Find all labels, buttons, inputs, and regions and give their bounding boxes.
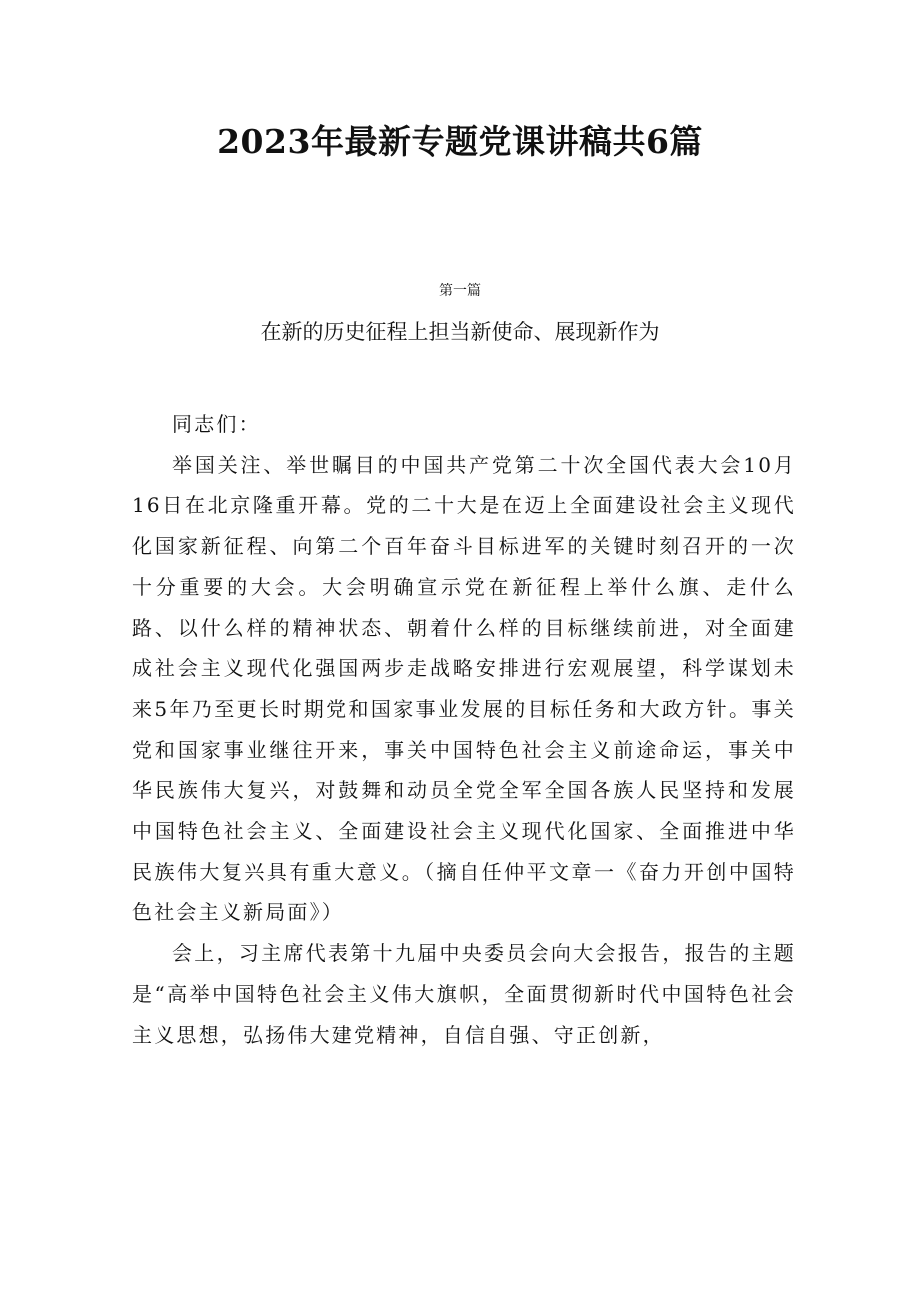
part-label: 第一篇 — [439, 283, 481, 299]
paragraph-2: 会上，习主席代表第十九届中央委员会向大会报告，报告的主题是“高举中国特色社会主义伟大旗帜，全面贯彻新时代中国特色社会主义思想，弘扬伟大建党精神，自信自强、守正创新， — [132, 941, 796, 1047]
paragraph-1: 举国关注、举世瞩目的中国共产党第二十次全国代表大会10月16日在北京隆重开幕。党的二十大是在迈上全面建设社会主义现代化国家新征程、向第二个百年奋斗目标进军的关键时刻召开的一次十分重要的大会。大会明确宣示党在新征程上举什么旗、走什么路、以什么样的精神状态、朝着什么样的目标继续前进，对全面建成社会主义现代化强国两步走战略安排进行宏观展望，科学谋划未来5年乃至更长时期党和国家事业发展的目标任务和大政方针。事关党和国家事业继往开来，事关中国特色社会主义前途命运，事关中华民族伟大复兴，对鼓舞和动员全党全军全国各族人民坚持和发展中国特色社会主义、全面建设社会主义现代化国家、全面推进中华民族伟大复兴具有重大意义。（摘自任仲平文章一《奋力开创中国特色社会主义新局面》） — [132, 452, 796, 925]
salutation: 同志们： — [172, 412, 261, 436]
document-title: 2023年最新专题党课讲稿共6篇 — [217, 122, 703, 161]
body-text — [132, 404, 796, 1055]
section-subtitle: 在新的历史征程上担当新使命、展现新作为 — [260, 320, 660, 344]
